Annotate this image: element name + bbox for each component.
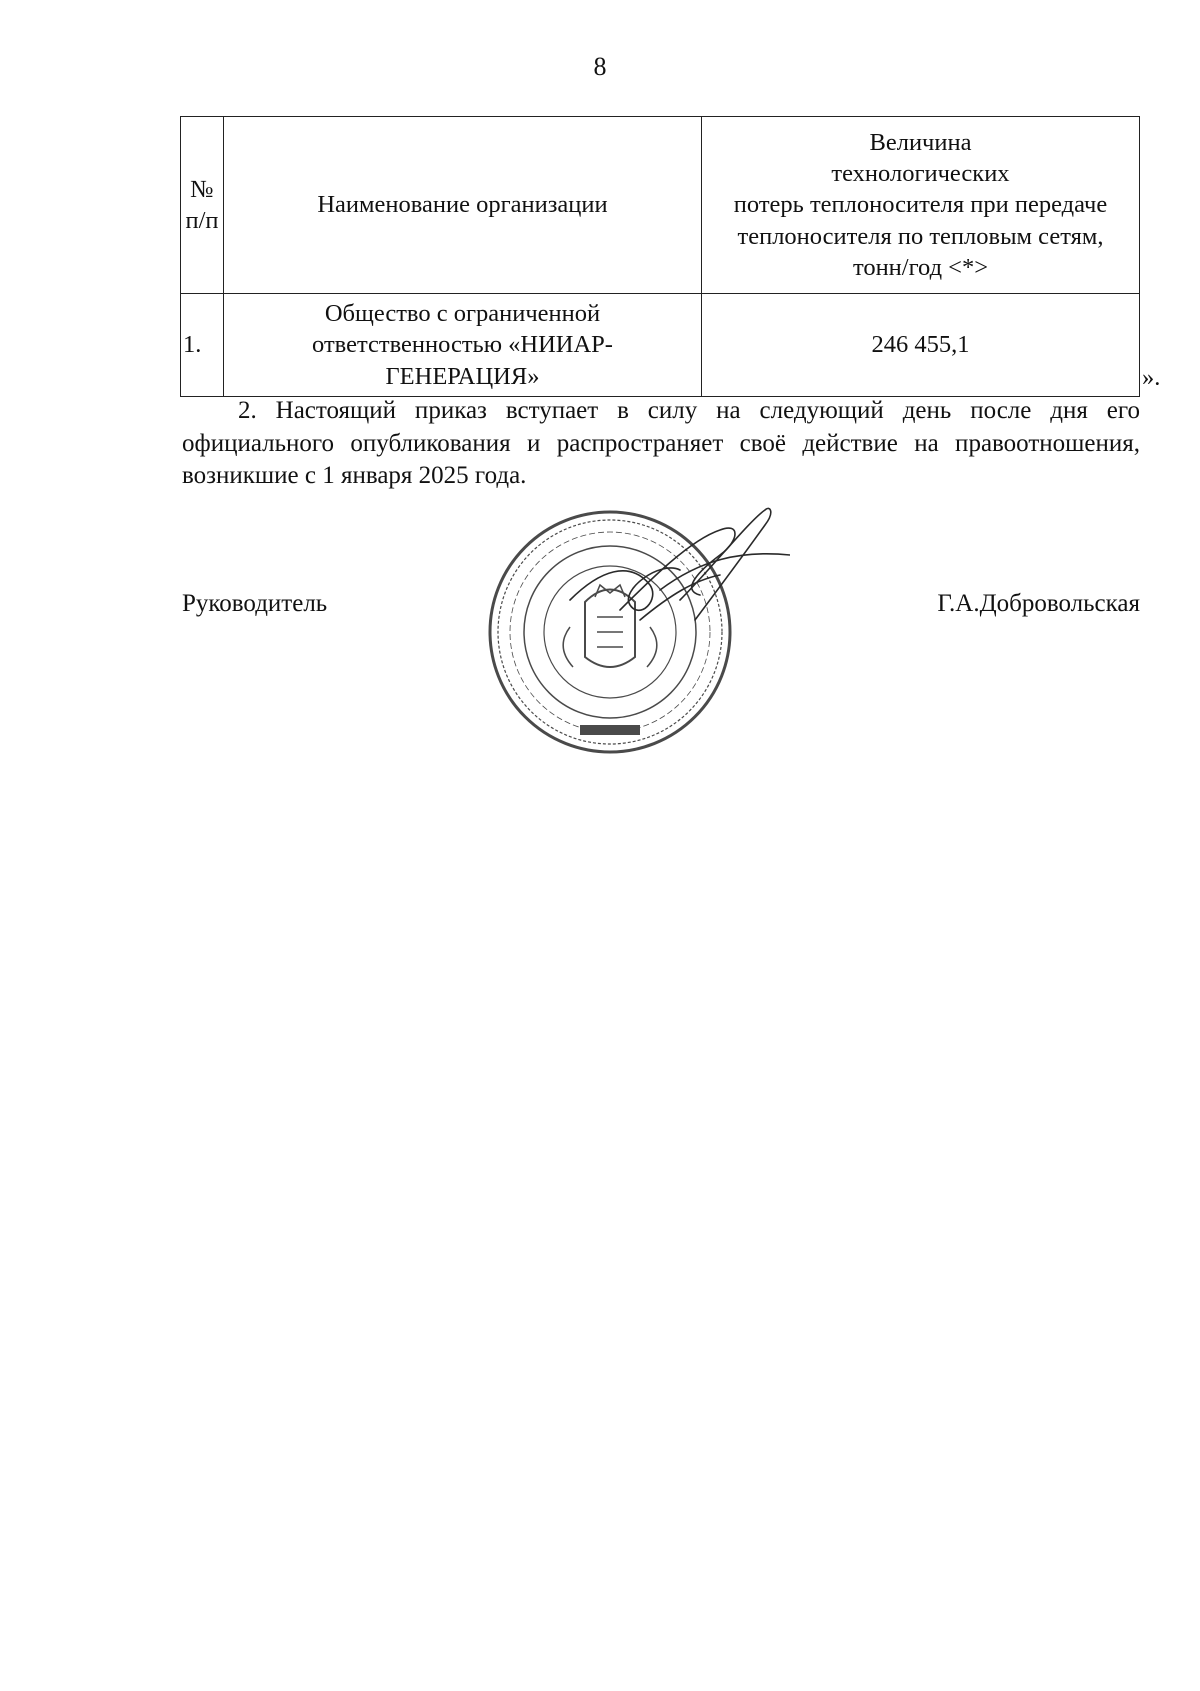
page-number: 8 [593, 52, 607, 81]
header-value-line: потерь теплоносителя при передаче [733, 191, 1108, 219]
row-name-line: Общество с ограниченной [324, 300, 601, 328]
row-num-cell: 1. [181, 294, 224, 397]
row-name-cell [224, 294, 702, 397]
header-num-line: п/п [185, 207, 219, 234]
handwritten-signature-icon [560, 500, 790, 650]
header-value-line: тонн/год <*> [852, 253, 989, 281]
header-value-line: Величина [869, 129, 972, 157]
header-name-text: Наименование организации [317, 191, 608, 219]
header-value-line: теплоносителя по тепловым сетям, [737, 222, 1104, 250]
closing-quote: ». [1142, 364, 1161, 391]
header-num-cell [181, 117, 224, 294]
header-name-cell [224, 117, 702, 294]
header-value-line: технологических [831, 160, 1010, 188]
header-num-line: № [190, 175, 214, 203]
table-row [181, 294, 1140, 397]
row-name-line: ГЕНЕРАЦИЯ» [385, 362, 540, 390]
row-value-cell: 246 455,1 [702, 294, 1140, 397]
row-name-line: ответственностью «НИИАР- [312, 331, 613, 359]
effective-date-paragraph: 2. Настоящий приказ вступает в силу на следующий день после дня его официального опубликования и распространяет своё действие на правоотношения, возникшие с 1 января 2025 года. [182, 397, 1140, 489]
table-header-row [181, 117, 1140, 294]
signer-title: Руководитель [182, 590, 328, 617]
header-value-cell [702, 117, 1140, 294]
signer-name: Г.А.Добровольская [937, 590, 1140, 617]
losses-table [180, 116, 1140, 397]
